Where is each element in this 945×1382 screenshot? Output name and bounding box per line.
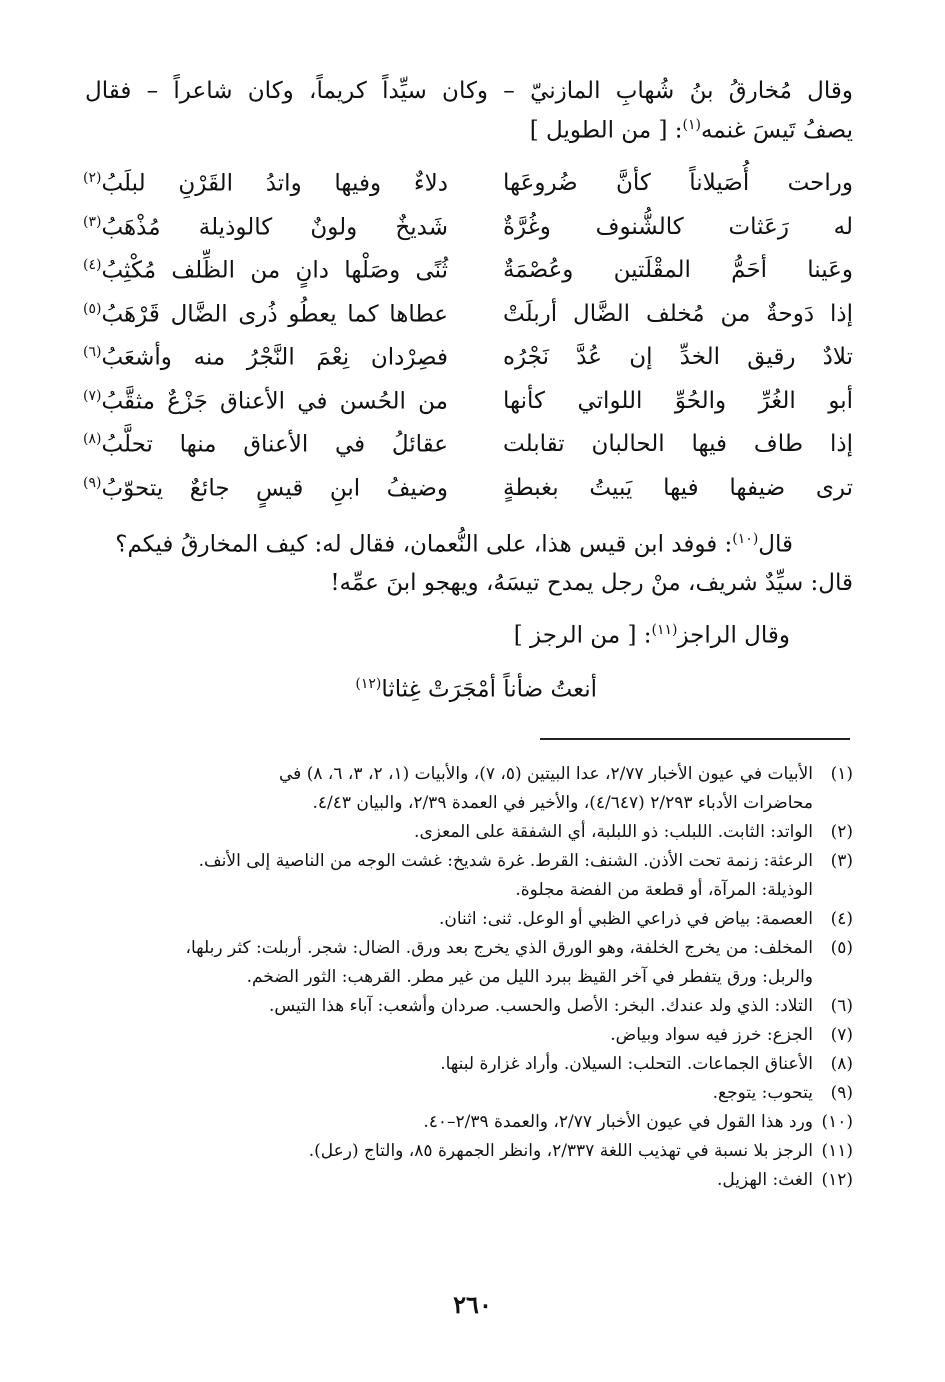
verse-second-hemistich-text: شَديخٌ ولونٌ كالوذيلة مُذْهَبُ xyxy=(101,214,448,241)
footnote-ref-12: (١٢) xyxy=(355,676,382,692)
verse-first-hemistich: أبو الغُرِّ والحُوِّ اللواتي كأنها xyxy=(503,387,853,414)
verse-second-hemistich-text: فصِرْدان نِعْمَ النَّجْرُ منه وأشعَبُ xyxy=(101,344,448,371)
footnotes xyxy=(78,760,853,1195)
verse-second-hemistich xyxy=(83,344,448,371)
verse-footnote-ref: (٢) xyxy=(83,170,102,186)
footnote-text: الأبيات في عيون الأخبار ٢/٧٧، عدا البيتين (٥، ٧)، والأبيات (١، ٢، ٣، ٦، ٨) في xyxy=(279,764,813,784)
footnote-text: محاضرات الأدباء ٢/٢٩٣ (٤/٦٤٧)، والأخير في العمدة ٢/٣٩، والبيان ٤/٤٣. xyxy=(312,793,813,813)
footnote-line xyxy=(78,760,853,789)
intro-paragraph xyxy=(85,74,853,148)
footnote-number: (١١) xyxy=(821,1141,853,1161)
footnote-line xyxy=(78,992,853,1021)
footnote-text: المخلف: من يخرج الخلفة، وهو الورق الذي يخرج بعد ورق. الضال: شجر. أربلت: كثر ربلها، xyxy=(185,938,813,958)
meter-label: : [ من الطويل ] xyxy=(529,117,683,144)
qala-line-2: قال: سيِّدٌ شريف، منْ رجل يمدح تيسَهُ، ويهجو ابنَ عمِّه! xyxy=(330,569,853,596)
footnote-line xyxy=(78,789,853,818)
footnote-number: (٥) xyxy=(830,938,853,958)
footnote-text: الجزع: خرز فيه سواد وبياض. xyxy=(610,1025,813,1045)
verse-first-hemistich: إذا طاف فيها الحالبان تقابلت xyxy=(503,431,853,457)
footnote-text: الرجز بلا نسبة في تهذيب اللغة ٢/٣٣٧، وانظر الجمهرة ٨٥، والتاج (رعل). xyxy=(308,1141,813,1161)
footnote-text: ورد هذا القول في عيون الأخبار ٢/٧٧، والعمدة ٢/٣٩–٤٠. xyxy=(423,1112,813,1132)
verse-footnote-ref: (٤) xyxy=(83,257,102,273)
footnote-text: يتحوب: يتوجع. xyxy=(712,1083,813,1103)
verse-second-hemistich-text: عقائلُ في الأعناق منها تحلَّبُ xyxy=(101,431,448,458)
footnote-number: (٤) xyxy=(830,909,853,929)
poem-verses xyxy=(83,170,853,518)
verse-footnote-ref: (٣) xyxy=(83,213,102,230)
intro-line-2-text: يصفُ تَيسَ غنمه xyxy=(700,117,853,144)
verse-second-hemistich-text: عطاها كما يعطُو ذُرى الضَّال قَرْهَبُ xyxy=(101,301,448,328)
footnote-text: الأعناق الجماعات. التحلب: السيلان. وأراد غزارة لبنها. xyxy=(440,1054,813,1074)
footnote-line xyxy=(78,1166,853,1195)
footnote-line xyxy=(78,1079,853,1108)
footnote-ref-1: (١) xyxy=(682,117,701,133)
verse-first-hemistich: وراحت أُصَيلاناً كأنَّ ضُروعَها xyxy=(503,170,853,196)
verse-line xyxy=(83,301,853,345)
verse-second-hemistich xyxy=(83,257,448,284)
verse-line xyxy=(83,170,853,214)
footnote-text: الرعثة: زنمة تحت الأذن. الشنف: القرط. غرة شديخ: غشت الوجه من الناصية إلى الأنف. xyxy=(198,851,813,871)
footnote-line xyxy=(78,876,853,905)
footnote-text: الواتد: الثابت. اللبلب: ذو اللبلبة، أي الشفقة على المعزى. xyxy=(414,822,813,842)
footnote-text: التلاد: الذي ولد عندك. البخر: الأصل والحسب. صردان وأشعب: آباء هذا التيس. xyxy=(268,996,813,1016)
rajaz-intro xyxy=(514,622,790,649)
verse-first-hemistich: وعَينا أحَمُّ المقْلَتين وعُصْمَةٌ xyxy=(503,257,853,283)
footnote-number: (٢) xyxy=(830,822,853,842)
verse-footnote-ref: (٩) xyxy=(83,474,102,491)
verse-line xyxy=(83,388,853,432)
qala-line-1-b: : فوفد ابن قيس هذا، على النُّعمان، فقال له: كيف المخارقُ فيكم؟ xyxy=(115,531,733,558)
verse-second-hemistich xyxy=(83,431,448,458)
footnote-ref-10: (١٠) xyxy=(732,531,759,547)
verse-second-hemistich xyxy=(83,388,448,415)
verse-line xyxy=(83,475,853,519)
verse-second-hemistich-text: وضيفُ ابنِ قيسٍ جائعٌ يتحوّبُ xyxy=(101,475,448,502)
verse-second-hemistich xyxy=(83,170,448,197)
footnote-text: الوذيلة: المرآة، أو قطعة من الفضة مجلوة. xyxy=(515,880,813,900)
footnote-text: والربل: ورق يتفطر في آخر القيظ ببرد الليل من غير مطر. القرهب: الثور الضخم. xyxy=(246,967,813,987)
rajaz-intro-b: : [ من الرجز ] xyxy=(513,622,652,649)
verse-first-hemistich: له رَعَثات كالشُّنوف وغُرَّةٌ xyxy=(503,213,853,240)
intro-line-2 xyxy=(85,108,853,148)
footnote-line xyxy=(78,1021,853,1050)
verse-line xyxy=(83,214,853,258)
verse-line xyxy=(83,431,853,475)
footnote-ref-11: (١١) xyxy=(651,622,678,638)
verse-first-hemistich: تلادٌ رقيق الخدِّ إن عُدَّ نَجْرُه xyxy=(503,344,853,370)
footnote-line xyxy=(78,1050,853,1079)
footnote-number: (٦) xyxy=(830,996,853,1016)
footnote-number: (٩) xyxy=(830,1083,853,1103)
verse-footnote-ref: (٥) xyxy=(83,300,102,317)
rajaz-intro-a: وقال الراجز xyxy=(677,622,790,649)
verse-second-hemistich xyxy=(83,214,448,241)
verse-second-hemistich xyxy=(83,475,448,502)
verse-second-hemistich-text: ثُنًى وصَلْها دانٍ من الظِّلف مُكْثِبُ xyxy=(101,257,448,284)
verse-footnote-ref: (٨) xyxy=(83,431,102,447)
qala-line-1-a: قال xyxy=(758,531,793,558)
footnote-line xyxy=(78,963,853,992)
footnote-line xyxy=(78,1108,853,1137)
footnote-number: (١٢) xyxy=(821,1170,853,1190)
footnote-number: (٣) xyxy=(830,851,853,871)
footnote-line xyxy=(78,1137,853,1166)
footnote-line xyxy=(78,818,853,847)
footnote-number: (١٠) xyxy=(821,1112,853,1132)
rajaz-verse xyxy=(355,676,597,703)
verse-second-hemistich-text: من الحُسن في الأعناق جَزْعٌ مثقَّبُ xyxy=(101,388,448,415)
footnote-divider xyxy=(540,738,850,740)
footnote-line xyxy=(78,847,853,876)
verse-second-hemistich-text: دلاءٌ وفيها واتدُ القَرْنِ لبلَبُ xyxy=(101,170,448,197)
intro-line-1: وقال مُخارقُ بنُ شُهابِ المازنيّ – وكان سيِّداً كريماً، وكان شاعراً – فقال xyxy=(85,78,853,104)
page-number: ٢٦٠ xyxy=(453,1290,492,1319)
verse-footnote-ref: (٧) xyxy=(83,387,102,404)
verse-footnote-ref: (٦) xyxy=(83,344,102,360)
footnote-line xyxy=(78,934,853,963)
verse-line xyxy=(83,257,853,301)
verse-line xyxy=(83,344,853,388)
qala-paragraph xyxy=(83,520,853,602)
footnote-number: (٨) xyxy=(830,1054,853,1074)
footnote-number: (٧) xyxy=(830,1025,853,1045)
verse-first-hemistich: إذا دَوحةٌ من مُخلف الضَّال أربلَتْ xyxy=(503,300,853,327)
verse-first-hemistich: ترى ضيفها فيها يَبيتُ بغبطةٍ xyxy=(503,474,853,501)
rajaz-verse-text: أنعتُ ضأناً أمْجَرَتْ غِثاثا xyxy=(381,676,597,703)
footnote-line xyxy=(78,905,853,934)
footnote-text: العصمة: بياض في ذراعي الظبي أو الوعل. ثنى: اثنان. xyxy=(438,909,813,929)
verse-second-hemistich xyxy=(83,301,448,328)
footnote-number: (١) xyxy=(830,764,853,784)
qala-line-1 xyxy=(83,520,853,564)
footnote-text: الغث: الهزيل. xyxy=(716,1170,813,1190)
